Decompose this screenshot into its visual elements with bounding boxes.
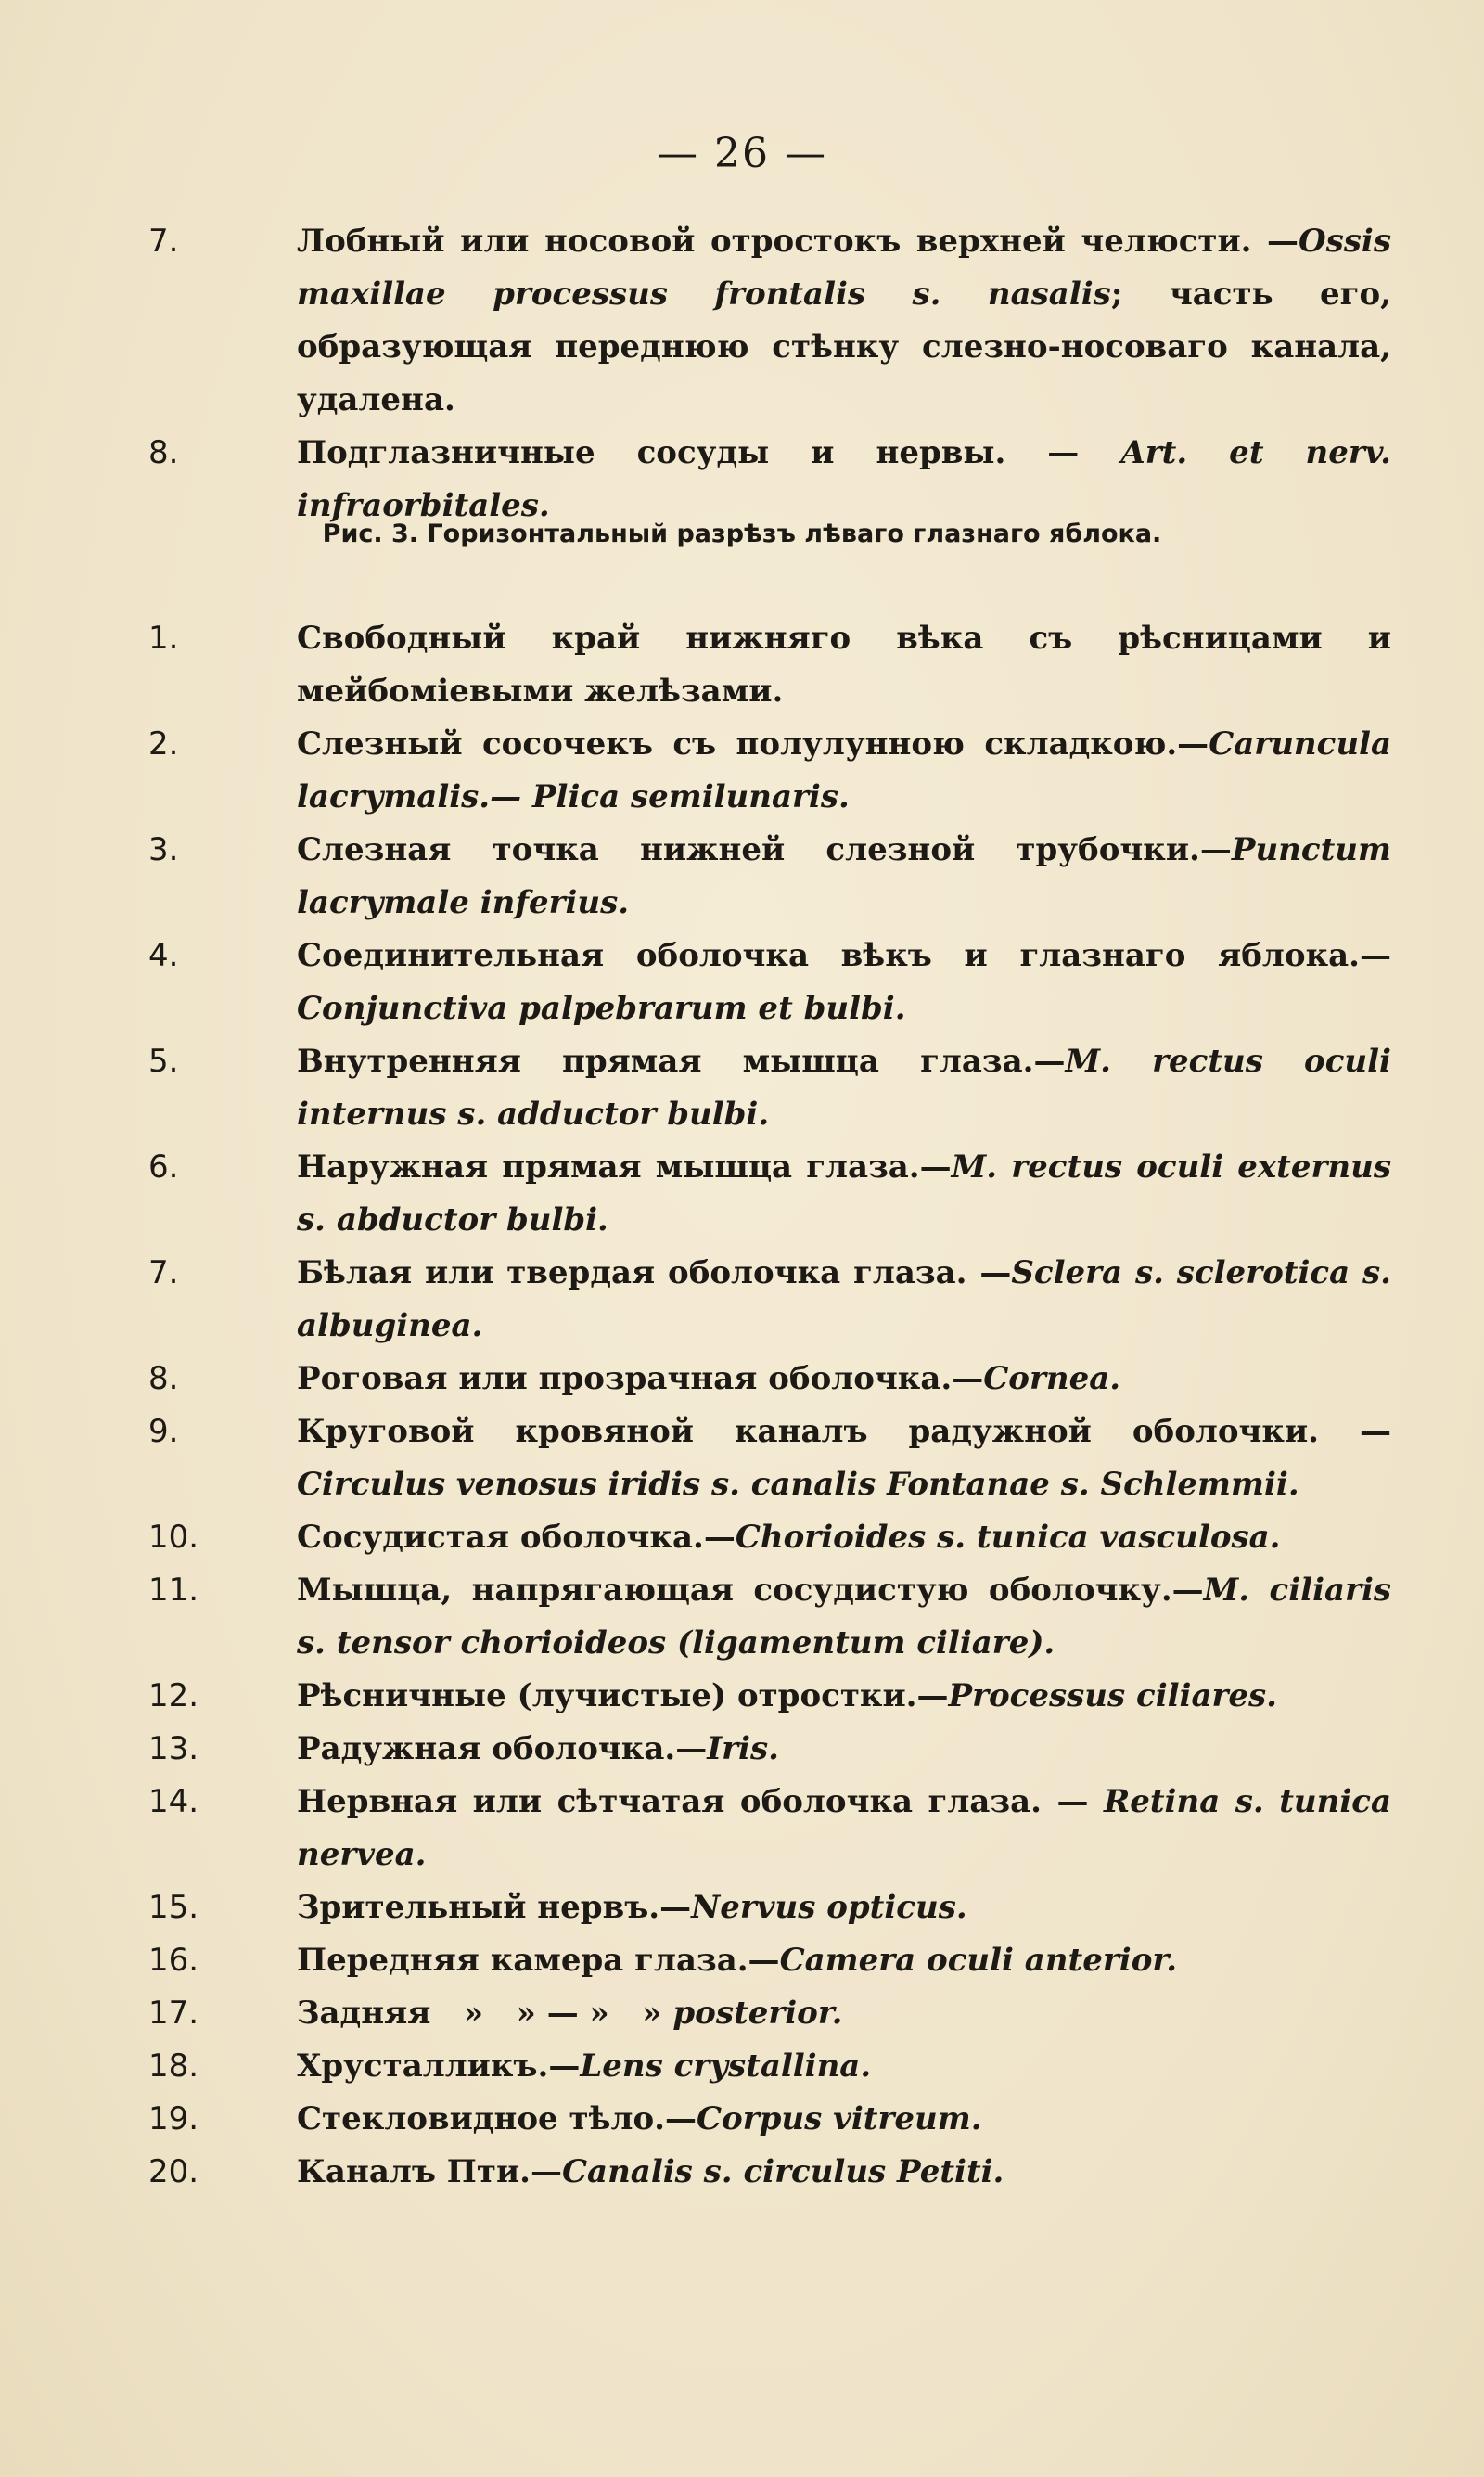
- list-item: [0, 427, 1484, 533]
- russian-term: Хрусталликъ.—: [297, 2047, 581, 2085]
- list-item: [0, 2146, 1484, 2199]
- latin-term: M. rectus oculi internus s. adductor bulbi.: [297, 1043, 1391, 1133]
- item-number: 3.: [148, 831, 179, 868]
- latin-term: Chorioides s. tunica vasculosa.: [735, 1519, 1281, 1556]
- latin-term: posterior.: [672, 1995, 843, 2032]
- list-item: [0, 2040, 1484, 2093]
- latin-term: Iris.: [707, 1730, 779, 1767]
- list-item: [0, 718, 1484, 824]
- russian-term: Наружная прямая мышца глаза.—: [297, 1149, 952, 1186]
- item-number: 5.: [148, 1043, 179, 1080]
- russian-term: Задняя » » — » »: [297, 1995, 673, 2032]
- russian-term: Роговая или прозрачная оболочка.—: [297, 1360, 984, 1397]
- item-number: 8.: [148, 434, 179, 471]
- russian-term: Нервная или сѣтчатая оболочка глаза. —: [297, 1783, 1104, 1820]
- russian-term: Рѣсничные (лучистые) отростки.—: [297, 1677, 949, 1714]
- page-number: — 26 —: [657, 130, 827, 177]
- latin-term: Processus ciliares.: [948, 1677, 1277, 1714]
- item-number: 7.: [148, 1254, 179, 1291]
- latin-term: Retina s. tunica nervea.: [297, 1783, 1391, 1873]
- item-number: 18.: [148, 2047, 199, 2085]
- russian-term: Стекловидное тѣло.—: [297, 2100, 697, 2137]
- item-number: 10.: [148, 1519, 199, 1556]
- list-item: [0, 215, 1484, 427]
- item-number: 4.: [148, 937, 179, 974]
- item-note: ; часть его, образующая переднюю стѣнку слезно-носоваго канала, удалена.: [297, 276, 1392, 418]
- list-item: [0, 1723, 1484, 1776]
- list-item: [0, 1776, 1484, 1881]
- top-list: [0, 215, 1484, 533]
- list-item: [0, 930, 1484, 1035]
- item-number: 14.: [148, 1783, 199, 1820]
- latin-term: Ossis maxillae processus frontalis s. nasalis: [297, 223, 1391, 313]
- list-item: [0, 824, 1484, 930]
- russian-term: Круговой кровяной каналъ радужной оболочки. —: [297, 1413, 1391, 1450]
- list-item: [0, 1511, 1484, 1564]
- latin-term: M. rectus oculi externus s. abductor bulbi.: [297, 1149, 1391, 1238]
- latin-term: Circulus venosus iridis s. canalis Fontanae s. Schlemmii.: [297, 1466, 1299, 1503]
- item-number: 12.: [148, 1677, 199, 1714]
- latin-term: Caruncula lacrymalis.— Plica semilunaris.: [297, 725, 1391, 815]
- russian-term: Каналъ Пти.—: [297, 2153, 562, 2190]
- list-item: [0, 1934, 1484, 1987]
- list-item: [0, 1405, 1484, 1511]
- list-item: [0, 1247, 1484, 1353]
- russian-term: Слезный сосочекъ съ полулунною складкою.—: [297, 725, 1209, 763]
- latin-term: Lens crystallina.: [580, 2047, 872, 2085]
- latin-term: Cornea.: [983, 1360, 1121, 1397]
- latin-term: Corpus vitreum.: [696, 2100, 982, 2137]
- item-number: 2.: [148, 725, 179, 763]
- russian-term: Радужная оболочка.—: [297, 1730, 708, 1767]
- item-number: 1.: [148, 620, 179, 657]
- russian-term: Лобный или носовой отростокъ верхней челюсти. —: [297, 223, 1299, 260]
- list-item: [0, 1881, 1484, 1934]
- latin-term: Punctum lacrymale inferius.: [297, 831, 1391, 921]
- latin-term: Art. et nerv. infraorbitales.: [297, 434, 1391, 524]
- item-number: 8.: [148, 1360, 179, 1397]
- item-number: 17.: [148, 1995, 199, 2032]
- russian-term: Сосудистая оболочка.—: [297, 1519, 736, 1556]
- item-number: 6.: [148, 1149, 179, 1186]
- item-number: 16.: [148, 1942, 199, 1979]
- list-item: [0, 1564, 1484, 1670]
- russian-term: Внутренняя прямая мышца глаза.—: [297, 1043, 1066, 1080]
- list-item: [0, 1670, 1484, 1723]
- item-number: 13.: [148, 1730, 199, 1767]
- list-item: [0, 1987, 1484, 2040]
- list-item: [0, 1035, 1484, 1141]
- item-number: 19.: [148, 2100, 199, 2137]
- russian-term: Свободный край нижняго вѣка съ рѣсницами и мейбоміевыми желѣзами.: [297, 620, 1391, 710]
- list-item: [0, 1141, 1484, 1247]
- russian-term: Передняя камера глаза.—: [297, 1942, 780, 1979]
- list-item: [0, 2093, 1484, 2146]
- russian-term: Зрительный нервъ.—: [297, 1889, 692, 1926]
- latin-term: Camera oculi anterior.: [779, 1942, 1178, 1979]
- figure-caption: Рис. 3. Горизонтальный разрѣзъ лѣваго глазнаго яблока.: [322, 520, 1162, 548]
- item-number: 11.: [148, 1572, 199, 1609]
- latin-term: Sclera s. sclerotica s. albuginea.: [297, 1254, 1391, 1344]
- latin-term: Nervus opticus.: [691, 1889, 967, 1926]
- item-number: 9.: [148, 1413, 179, 1450]
- latin-term: Canalis s. circulus Petiti.: [562, 2153, 1004, 2190]
- russian-term: Слезная точка нижней слезной трубочки.—: [297, 831, 1232, 868]
- item-number: 7.: [148, 223, 179, 260]
- latin-term: M. ciliaris s. tensor chorioideos (ligamentum ciliare).: [297, 1572, 1391, 1662]
- russian-term: Соединительная оболочка вѣкъ и глазнаго яблока.—: [297, 937, 1391, 974]
- item-number: 15.: [148, 1889, 199, 1926]
- russian-term: Мышца, напрягающая сосудистую оболочку.—: [297, 1572, 1204, 1609]
- figure-legend-list: [0, 612, 1484, 2199]
- list-item: [0, 612, 1484, 718]
- latin-term: Conjunctiva palpebrarum et bulbi.: [297, 990, 906, 1027]
- list-item: [0, 1353, 1484, 1405]
- russian-term: Подглазничные сосуды и нервы. —: [297, 434, 1121, 471]
- russian-term: Бѣлая или твердая оболочка глаза. —: [297, 1254, 1012, 1291]
- item-number: 20.: [148, 2153, 199, 2190]
